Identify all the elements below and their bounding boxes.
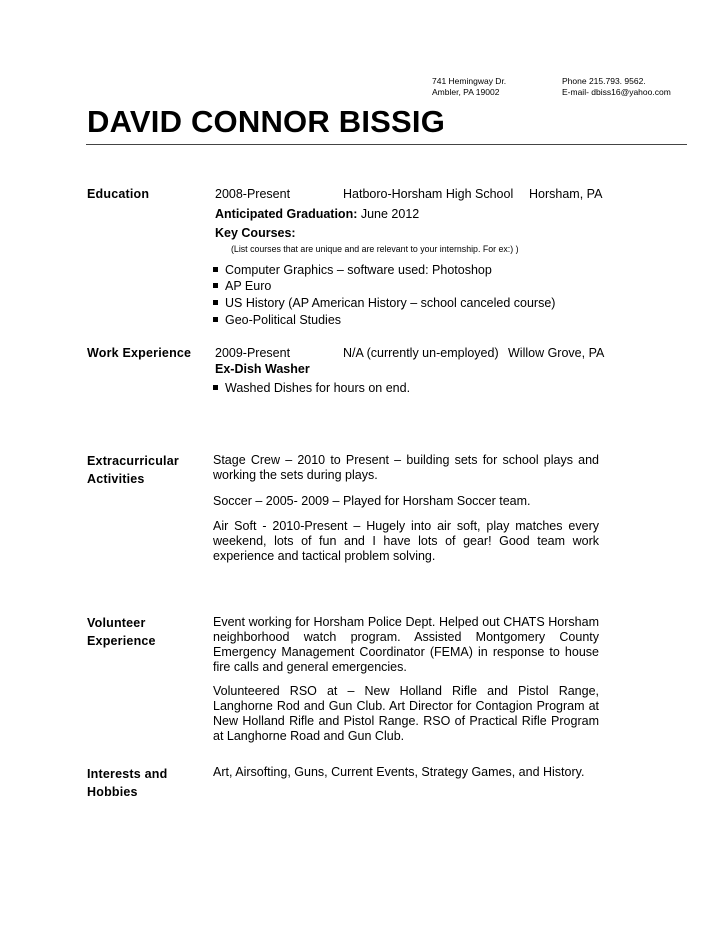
volunteer-heading: Volunteer Experience <box>87 616 156 648</box>
course-item: Geo-Political Studies <box>213 313 341 328</box>
extracurricular-item: Air Soft - 2010-Present – Hugely into air soft, play matches every weekend, lots of fun and I have lots of gear! Good team work experience and tactical problem solving. <box>213 519 599 563</box>
work-employer: N/A (currently un-employed) <box>343 346 499 360</box>
work-location: Willow Grove, PA <box>508 346 605 360</box>
education-heading: Education <box>87 187 150 201</box>
header-divider <box>86 144 687 145</box>
extracurricular-item: Soccer – 2005- 2009 – Played for Horsham Soccer team. <box>213 494 531 508</box>
bullet-icon <box>213 385 218 390</box>
courses-label: Key Courses: <box>215 226 296 240</box>
bullet-icon <box>213 283 218 288</box>
course-item: AP Euro <box>213 279 271 294</box>
work-title: Ex-Dish Washer <box>215 362 310 376</box>
work-bullet: Washed Dishes for hours on end. <box>213 381 410 396</box>
address-line-1: 741 Hemingway Dr. <box>432 76 507 86</box>
bullet-icon <box>213 267 218 272</box>
graduation-line <box>215 207 419 222</box>
education-school: Hatboro-Horsham High School <box>343 187 514 201</box>
phone-number: Phone 215.793. 9562. <box>562 76 646 86</box>
bullet-icon <box>213 300 218 305</box>
graduation-value: June 2012 <box>357 207 420 221</box>
courses-note: (List courses that are unique and are relevant to your internship. For ex:) ) <box>231 244 519 254</box>
interests-heading: Interests and Hobbies <box>87 767 168 799</box>
education-dates: 2008-Present <box>215 187 291 201</box>
email-address: E-mail- dbiss16@yahoo.com <box>562 87 671 97</box>
interests-text: Art, Airsofting, Guns, Current Events, Strategy Games, and History. <box>213 765 585 779</box>
course-item: US History (AP American History – school canceled course) <box>213 296 555 311</box>
work-heading: Work Experience <box>87 346 192 360</box>
work-dates: 2009-Present <box>215 346 291 360</box>
graduation-label: Anticipated Graduation: <box>215 207 358 221</box>
extracurricular-item: Stage Crew – 2010 to Present – building sets for school plays and working the sets during plays. <box>213 453 599 482</box>
resume-name: DAVID CONNOR BISSIG <box>87 104 446 139</box>
bullet-icon <box>213 317 218 322</box>
extracurricular-heading: Extracurricular Activities <box>87 454 179 486</box>
volunteer-item: Event working for Horsham Police Dept. Helped out CHATS Horsham neighborhood watch program. Assisted Montgomery County Emergency Management Coordinator (FEMA) in response to house fire calls and general emergencies. <box>213 615 599 674</box>
volunteer-item: Volunteered RSO at – New Holland Rifle and Pistol Range, Langhorne Rod and Gun Club. Art Director for Contagion Program at New Holland Rifle and Pistol Range. RSO of Practical Rifle Program at Langhorne Road and Gun Club. <box>213 684 599 743</box>
course-item: Computer Graphics – software used: Photoshop <box>213 263 492 278</box>
education-location: Horsham, PA <box>529 187 603 201</box>
address-line-2: Ambler, PA 19002 <box>432 87 500 97</box>
